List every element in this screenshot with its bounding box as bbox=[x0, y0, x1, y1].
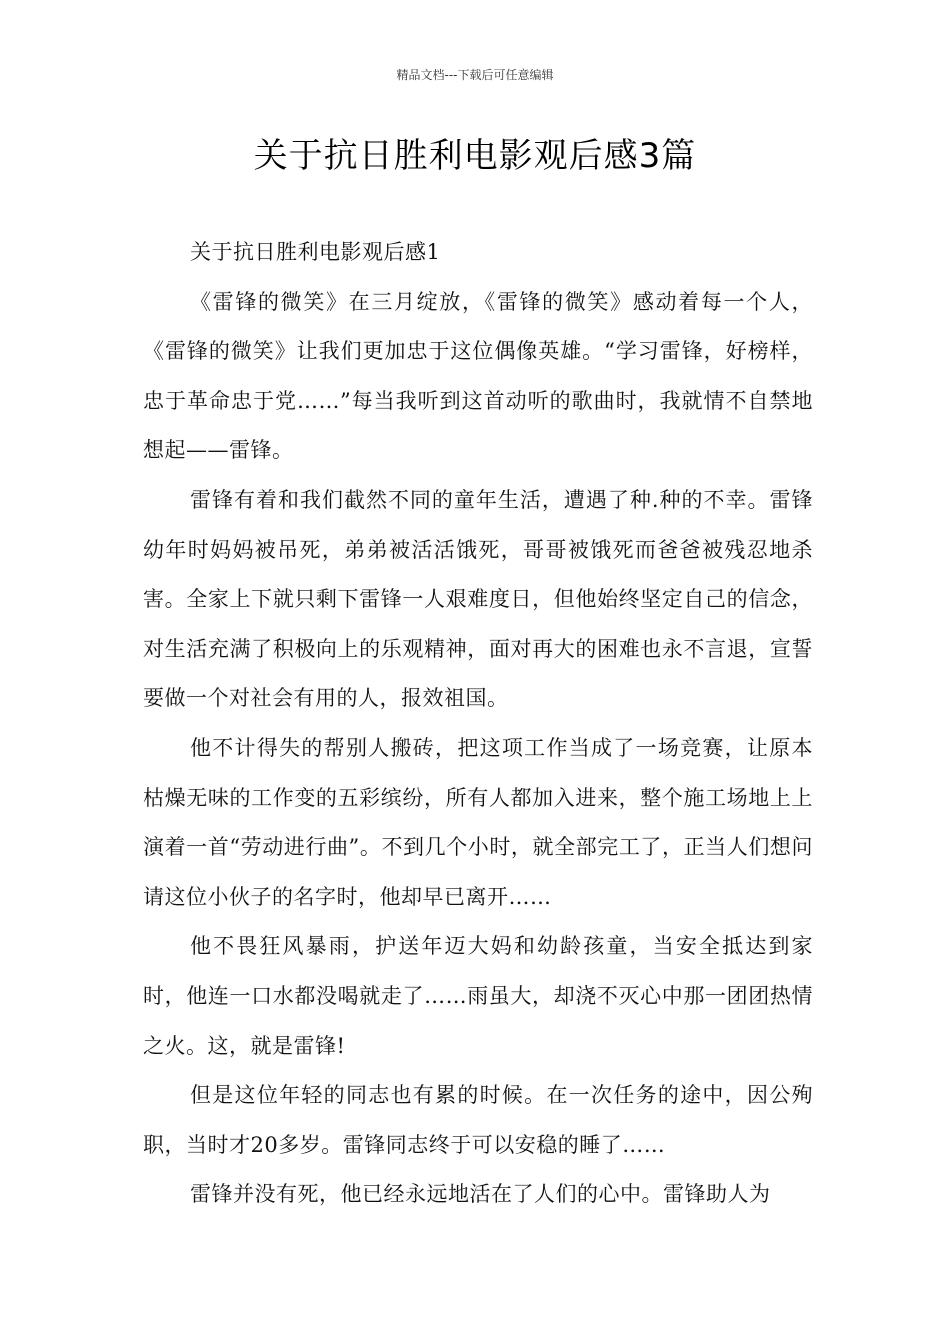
paragraph: 雷锋并没有死，他已经永远地活在了人们的心中。雷锋助人为 bbox=[190, 1182, 771, 1207]
paragraph: 他不计得失的帮别人搬砖，把这项工作当成了一场竞赛，让原本枯燥无味的工作变的五彩缤纷，所有人都加入进来，整个施工场地上上演着一首“劳动进行曲”。不到几个小时，就全部完工了，正当人们想问请这位小伙子的名字时，他却早已离开…… bbox=[143, 735, 813, 909]
document-title: 关于抗日胜利电影观后感3篇 bbox=[253, 136, 697, 176]
document-body bbox=[143, 228, 813, 1220]
paragraph: 《雷锋的微笑》在三月绽放，《雷锋的微笑》感动着每一个人，《雷锋的微笑》让我们更加忠于这位偶像英雄。“学习雷锋，好榜样，忠于革命忠于党……”每当我听到这首动听的歌曲时，我就情不自禁地想起——雷锋。 bbox=[143, 289, 813, 463]
section-heading: 关于抗日胜利电影观后感1 bbox=[190, 240, 441, 264]
paragraph: 他不畏狂风暴雨，护送年迈大妈和幼龄孩童，当安全抵达到家时，他连一口水都没喝就走了……雨虽大，却浇不灭心中那一团团热情之火。这，就是雷锋! bbox=[143, 934, 813, 1058]
header-note: 精品文档---下载后可任意编辑 bbox=[396, 68, 554, 82]
paragraph: 但是这位年轻的同志也有累的时候。在一次任务的途中，因公殉职，当时才20多岁。雷锋同志终于可以安稳的睡了…… bbox=[143, 1083, 813, 1157]
paragraph: 雷锋有着和我们截然不同的童年生活，遭遇了种.种的不幸。雷锋幼年时妈妈被吊死，弟弟被活活饿死，哥哥被饿死而爸爸被残忍地杀害。全家上下就只剩下雷锋一人艰难度日，但他始终坚定自己的信念，对生活充满了积极向上的乐观精神，面对再大的困难也永不言退，宣誓要做一个对社会有用的人，报效祖国。 bbox=[143, 487, 813, 711]
